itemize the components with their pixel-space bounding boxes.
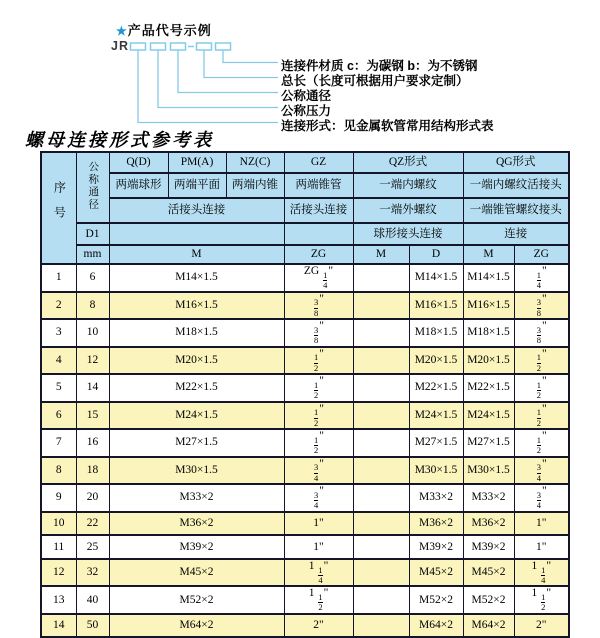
cell-qz-d: M52×2: [409, 586, 463, 614]
cell-qg-zg: $\frac{3}{8}$ ": [514, 319, 569, 347]
table-row: [41, 586, 569, 614]
cell-gz-zg: 1": [284, 535, 353, 559]
cell-qz-m: [353, 264, 409, 292]
table-body: [41, 264, 569, 637]
header-pm-desc: 两端平面: [168, 173, 226, 198]
cell-qg-zg: $\frac{1}{2}$ ": [514, 374, 569, 402]
cell-qg-m: M24×1.5: [463, 402, 514, 430]
cell-no: 5: [41, 374, 76, 402]
cell-m: M52×2: [109, 586, 284, 614]
cell-qg-zg: $\frac{1}{2}$ ": [514, 429, 569, 457]
header-qpn-conn: 活接头连接: [109, 198, 284, 223]
code-prefix: JR: [111, 39, 129, 53]
cell-qg-m: M16×1.5: [463, 292, 514, 320]
cell-qz-d: M24×1.5: [409, 402, 463, 430]
cell-qz-d: M39×2: [409, 535, 463, 559]
code-label-length: 总长（长度可根据用户要求定制）: [281, 74, 469, 88]
header-qg: QG形式: [463, 152, 569, 173]
cell-m: M18×1.5: [109, 319, 284, 347]
cell-m: M64×2: [109, 614, 284, 638]
cell-qz-m: [353, 614, 409, 638]
table-row: [41, 429, 569, 457]
cell-qg-m: M14×1.5: [463, 264, 514, 292]
cell-m: M22×1.5: [109, 374, 284, 402]
header-m-span: M: [109, 245, 284, 264]
code-label-conn-form: 连接形式：见金属软管常用结构形式表: [281, 119, 494, 133]
cell-qz-d: M18×1.5: [409, 319, 463, 347]
header-qg-desc2: 一端锥管螺纹接头: [463, 198, 569, 223]
cell-qg-zg: 2": [514, 614, 569, 638]
table-row: [41, 319, 569, 347]
header-d1: D1: [76, 223, 109, 245]
cell-qg-m: M27×1.5: [463, 429, 514, 457]
cell-qg-m: M39×2: [463, 535, 514, 559]
header-q-desc: 两端球形: [109, 173, 168, 198]
header-gz-zg: ZG: [284, 245, 353, 264]
table-row: [41, 559, 569, 587]
diagram-heading-text: 产品代号示例: [127, 23, 212, 38]
cell-m: M39×2: [109, 535, 284, 559]
header-qz: QZ形式: [353, 152, 463, 173]
cell-qz-m: [353, 535, 409, 559]
cell-m: M27×1.5: [109, 429, 284, 457]
cell-d1: 16: [76, 429, 109, 457]
cell-m: M30×1.5: [109, 457, 284, 485]
cell-no: 13: [41, 586, 76, 614]
header-pm: PM(A): [168, 152, 226, 173]
cell-m: M33×2: [109, 484, 284, 512]
header-empty-gz: [284, 223, 353, 245]
table-row: [41, 402, 569, 430]
cell-no: 4: [41, 347, 76, 375]
cell-qg-zg: $\frac{3}{4}$ ": [514, 484, 569, 512]
cell-gz-zg: 1": [284, 512, 353, 536]
cell-m: M14×1.5: [109, 264, 284, 292]
cell-qz-m: [353, 319, 409, 347]
cell-qg-zg: $\frac{1}{2}$ ": [514, 402, 569, 430]
cell-no: 9: [41, 484, 76, 512]
cell-qz-m: [353, 484, 409, 512]
header-mm: mm: [76, 245, 109, 264]
cell-qz-d: M45×2: [409, 559, 463, 587]
header-qg-zg: ZG: [514, 245, 569, 264]
cell-qg-zg: 1": [514, 535, 569, 559]
table-row: [41, 264, 569, 292]
cell-qg-zg: 1 $\frac{1}{4}$ ": [514, 559, 569, 587]
code-box-4: [197, 43, 212, 50]
table-row: [41, 292, 569, 320]
table-row: [41, 535, 569, 559]
cell-qz-d: M16×1.5: [409, 292, 463, 320]
cell-d1: 18: [76, 457, 109, 485]
cell-d1: 22: [76, 512, 109, 536]
cell-qz-d: M33×2: [409, 484, 463, 512]
cell-no: 3: [41, 319, 76, 347]
cell-m: M16×1.5: [109, 292, 284, 320]
header-xuhao-label: 序号: [52, 181, 67, 232]
cell-qg-m: M20×1.5: [463, 347, 514, 375]
cell-qg-m: M22×1.5: [463, 374, 514, 402]
cell-d1: 40: [76, 586, 109, 614]
header-empty-qpn: [109, 223, 284, 245]
cell-no: 7: [41, 429, 76, 457]
cell-d1: 12: [76, 347, 109, 375]
code-label-material: 连接件材质 c：为碳钢 b：为不锈钢: [281, 59, 478, 73]
cell-gz-zg: $\frac{3}{8}$ ": [284, 319, 353, 347]
cell-gz-zg: $\frac{3}{8}$ ": [284, 292, 353, 320]
cell-d1: 50: [76, 614, 109, 638]
header-gctj-label: 公称通径: [87, 160, 99, 211]
cell-no: 8: [41, 457, 76, 485]
product-code-diagram: [0, 0, 600, 135]
cell-qz-m: [353, 559, 409, 587]
table-row: [41, 512, 569, 536]
cell-d1: 14: [76, 374, 109, 402]
cell-qz-m: [353, 347, 409, 375]
cell-qz-m: [353, 292, 409, 320]
code-box-2: [151, 43, 166, 50]
cell-qz-m: [353, 402, 409, 430]
header-q: Q(D): [109, 152, 168, 173]
header-gz-conn: 活接头连接: [284, 198, 353, 223]
table-row: [41, 347, 569, 375]
cell-qg-m: M64×2: [463, 614, 514, 638]
star-icon: ★: [116, 24, 128, 38]
cell-qg-m: M36×2: [463, 512, 514, 536]
cell-no: 2: [41, 292, 76, 320]
header-qz-d: D: [409, 245, 463, 264]
cell-m: M45×2: [109, 559, 284, 587]
cell-no: 6: [41, 402, 76, 430]
cell-no: 11: [41, 535, 76, 559]
cell-qg-m: M30×1.5: [463, 457, 514, 485]
nut-connection-reference-table: [40, 151, 570, 638]
cell-qz-m: [353, 457, 409, 485]
cell-d1: 6: [76, 264, 109, 292]
header-xuhao: [41, 152, 76, 264]
cell-qg-zg: $\frac{1}{4}$ ": [514, 264, 569, 292]
header-qg-m: M: [463, 245, 514, 264]
cell-m: M24×1.5: [109, 402, 284, 430]
cell-qz-d: M64×2: [409, 614, 463, 638]
table-row: [41, 374, 569, 402]
cell-d1: 10: [76, 319, 109, 347]
header-nz: NZ(C): [226, 152, 284, 173]
cell-no: 10: [41, 512, 76, 536]
cell-qg-m: M18×1.5: [463, 319, 514, 347]
code-box-5: [216, 43, 231, 50]
cell-d1: 8: [76, 292, 109, 320]
header-qg-desc1: 一端内螺纹活接头: [463, 173, 569, 198]
cell-gz-zg: $\frac{1}{2}$ ": [284, 374, 353, 402]
code-box-1: [131, 43, 146, 50]
cell-gz-zg: 1 $\frac{1}{4}$ ": [284, 559, 353, 587]
header-qz-m: M: [353, 245, 409, 264]
cell-qz-d: M22×1.5: [409, 374, 463, 402]
cell-gz-zg: $\frac{1}{2}$ ": [284, 347, 353, 375]
cell-m: M36×2: [109, 512, 284, 536]
table-title: 螺母连接形式参考表: [25, 130, 214, 151]
cell-qz-d: M36×2: [409, 512, 463, 536]
cell-qg-m: M52×2: [463, 586, 514, 614]
cell-no: 12: [41, 559, 76, 587]
cell-qz-m: [353, 374, 409, 402]
cell-qg-m: M45×2: [463, 559, 514, 587]
cell-qg-zg: $\frac{3}{4}$ ": [514, 457, 569, 485]
cell-gz-zg: $\frac{3}{4}$ ": [284, 457, 353, 485]
cell-m: M20×1.5: [109, 347, 284, 375]
cell-qg-m: M33×2: [463, 484, 514, 512]
cell-qz-d: M14×1.5: [409, 264, 463, 292]
header-gz: GZ: [284, 152, 353, 173]
cell-gz-zg: 2": [284, 614, 353, 638]
cell-qz-m: [353, 586, 409, 614]
code-label-diameter: 公称通径: [281, 89, 332, 103]
header-gz-desc: 两端锥管: [284, 173, 353, 198]
cell-gz-zg: 1 $\frac{1}{2}$ ": [284, 586, 353, 614]
table-row: [41, 614, 569, 638]
cell-d1: 32: [76, 559, 109, 587]
cell-gz-zg: $\frac{1}{2}$ ": [284, 429, 353, 457]
cell-qg-zg: 1 $\frac{1}{2}$ ": [514, 586, 569, 614]
diagram-heading: [116, 20, 212, 39]
cell-qz-m: [353, 512, 409, 536]
header-qz-desc1: 一端内螺纹: [353, 173, 463, 198]
cell-qz-d: M27×1.5: [409, 429, 463, 457]
cell-d1: 15: [76, 402, 109, 430]
cell-gz-zg: $\frac{3}{4}$ ": [284, 484, 353, 512]
header-qz-conn: 球形接头连接: [353, 223, 463, 245]
cell-qg-zg: $\frac{3}{8}$ ": [514, 292, 569, 320]
cell-qz-m: [353, 429, 409, 457]
header-gongchengtongjing: [76, 152, 109, 223]
code-box-3: [171, 43, 186, 50]
code-label-pressure: 公称压力: [281, 103, 332, 118]
cell-no: 1: [41, 264, 76, 292]
header-qz-desc2: 一端外螺纹: [353, 198, 463, 223]
table-row: [41, 457, 569, 485]
cell-qg-zg: $\frac{1}{2}$ ": [514, 347, 569, 375]
cell-no: 14: [41, 614, 76, 638]
header-qg-conn: 连接: [463, 223, 569, 245]
table-row: [41, 484, 569, 512]
cell-d1: 25: [76, 535, 109, 559]
cell-qz-d: M30×1.5: [409, 457, 463, 485]
cell-gz-zg: ZG $\frac{1}{4}$ ": [284, 264, 353, 292]
cell-gz-zg: $\frac{1}{2}$ ": [284, 402, 353, 430]
cell-d1: 20: [76, 484, 109, 512]
cell-qg-zg: 1": [514, 512, 569, 536]
cell-qz-d: M20×1.5: [409, 347, 463, 375]
header-nz-desc: 两端内锥: [226, 173, 284, 198]
